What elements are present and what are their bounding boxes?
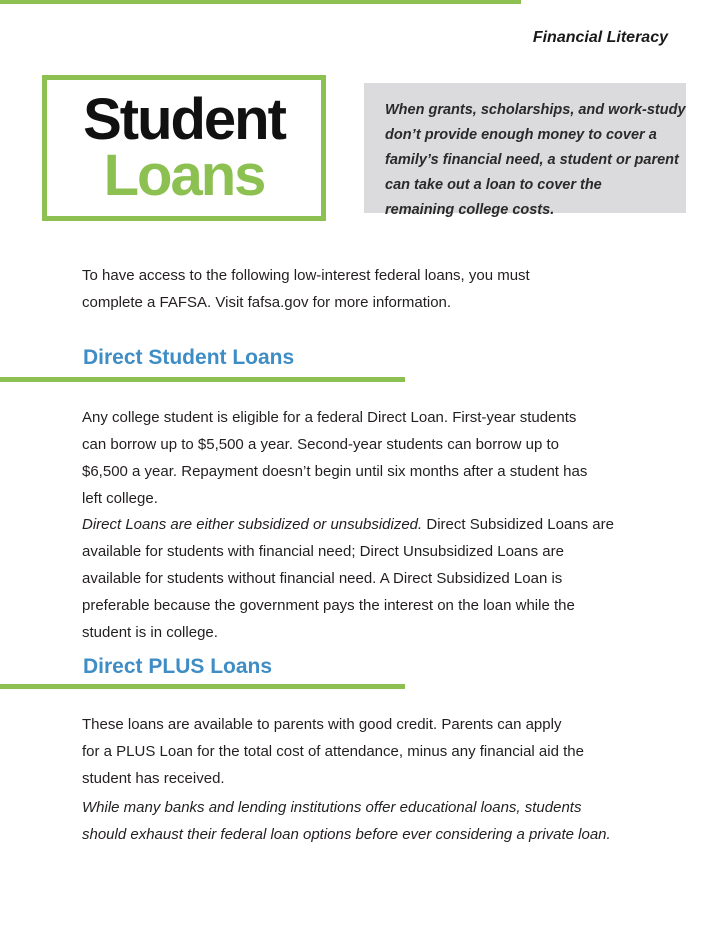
text-line	[82, 262, 530, 289]
italic-text: should exhaust their federal loan options before ever considering a private loan.	[82, 826, 611, 843]
regular-text: student is in college.	[82, 624, 218, 641]
regular-text: available for students without financial need. A Direct Subsidized Loan is	[82, 570, 563, 587]
regular-text: can borrow up to $5,500 a year. Second-year students can borrow up to	[82, 436, 559, 453]
regular-text: $6,500 a year. Repayment doesn’t begin until six months after a student has	[82, 463, 588, 480]
regular-text: student has received.	[82, 770, 225, 787]
regular-text: left college.	[82, 490, 158, 507]
callout-box	[364, 83, 686, 218]
regular-text: These loans are available to parents with good credit. Parents can apply	[82, 716, 562, 733]
text-line	[82, 404, 587, 431]
text-line	[82, 711, 584, 738]
text-line	[82, 794, 611, 821]
text-line	[82, 765, 584, 792]
callout-line: When grants, scholarships, and work-study	[385, 102, 686, 118]
text-line	[82, 538, 614, 565]
callout-line: remaining college costs.	[385, 202, 555, 218]
text-line	[82, 458, 587, 485]
regular-text: Direct Subsidized Loans are	[422, 516, 614, 533]
italic-text: While many banks and lending institutions offer educational loans, students	[82, 799, 582, 816]
header-label: Financial Literacy	[532, 29, 668, 46]
text-line	[82, 619, 614, 646]
callout-line: family’s financial need, a student or parent	[385, 152, 679, 168]
regular-text: Any college student is eligible for a federal Direct Loan. First-year students	[82, 409, 577, 426]
regular-text: To have access to the following low-interest federal loans, you must	[82, 267, 530, 284]
callout-line: don’t provide enough money to cover a	[385, 127, 657, 143]
text-line	[82, 431, 587, 458]
regular-text: for a PLUS Loan for the total cost of attendance, minus any financial aid the	[82, 743, 584, 760]
text-line	[82, 289, 530, 316]
text-line	[82, 565, 614, 592]
text-line	[82, 511, 614, 538]
text-line	[82, 821, 611, 848]
section-heading-direct-student-loans: Direct Student Loans	[83, 346, 295, 369]
intro-paragraph	[82, 262, 530, 316]
text-line	[82, 592, 614, 619]
header-accent-rule	[0, 0, 521, 4]
italic-text: Direct Loans are either subsidized or unsubsidized.	[82, 516, 423, 533]
heading-underline	[0, 684, 405, 689]
section-heading-direct-plus-loans: Direct PLUS Loans	[83, 655, 273, 678]
regular-text: complete a FAFSA. Visit fafsa.gov for more information.	[82, 294, 452, 311]
paragraph	[82, 794, 611, 848]
paragraph	[82, 404, 587, 512]
heading-underline	[0, 377, 405, 382]
title-box	[42, 75, 326, 221]
text-line	[82, 485, 587, 512]
regular-text: preferable because the government pays the interest on the loan while the	[82, 597, 575, 614]
text-line	[82, 738, 584, 765]
paragraph	[82, 711, 584, 792]
regular-text: available for students with financial need; Direct Unsubsidized Loans are	[82, 543, 564, 560]
paragraph	[82, 511, 614, 646]
page-title-line-1: Student	[83, 87, 285, 152]
page-title-line-2: Loans	[103, 143, 265, 208]
callout-line: can take out a loan to cover the	[385, 177, 602, 193]
